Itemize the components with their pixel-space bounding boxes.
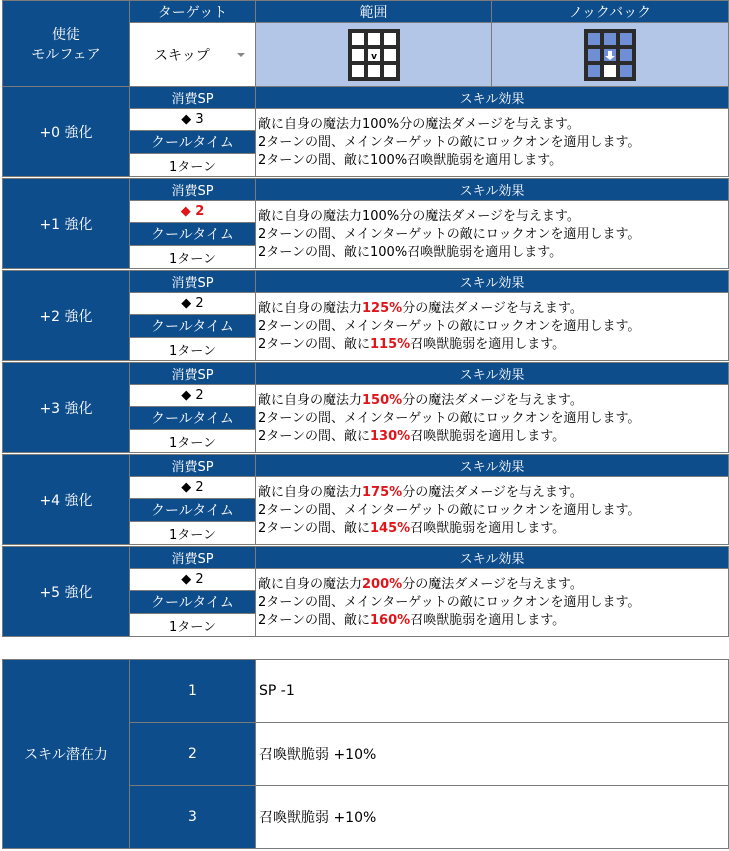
effect-text xyxy=(256,385,729,453)
potential-title: スキル潜在力 xyxy=(3,660,130,849)
effect-line-2: 2ターンの間、メインターゲットの敵にロックオンを適用します。 xyxy=(258,502,641,518)
cooldown-header: クールタイム xyxy=(130,223,256,246)
effect-header: スキル効果 xyxy=(256,363,729,385)
range-grid-icon xyxy=(348,29,400,81)
potential-num-1: 1 xyxy=(130,660,256,723)
sp-header: 消費SP xyxy=(130,455,256,477)
cooldown-value: 1ターン xyxy=(130,338,256,361)
sp-value: ◆ 2 xyxy=(130,293,256,315)
knockback-header: ノックバック xyxy=(492,1,729,23)
effect-text xyxy=(256,201,729,269)
damage-percent: 200% xyxy=(362,576,403,592)
level-table xyxy=(2,546,729,637)
damage-percent: 150% xyxy=(362,392,403,408)
name-line-2: モルフェア xyxy=(31,46,101,63)
effect-line-3: 2ターンの間、敵に160%召喚獣脆弱を適用します。 xyxy=(258,612,566,628)
target-dropdown[interactable] xyxy=(130,23,256,87)
potential-num-3: 3 xyxy=(130,786,256,849)
cooldown-value: 1ターン xyxy=(130,246,256,269)
effect-header: スキル効果 xyxy=(256,547,729,569)
potential-value-1: SP -1 xyxy=(256,660,729,723)
sp-header: 消費SP xyxy=(130,547,256,569)
sp-value: ◆ 2 xyxy=(130,385,256,407)
sp-header: 消費SP xyxy=(130,179,256,201)
sp-value: ◆ 2 xyxy=(130,477,256,499)
range-grid-cell xyxy=(256,23,492,87)
sp-header: 消費SP xyxy=(130,271,256,293)
sp-header: 消費SP xyxy=(130,363,256,385)
sp-value: ◆ 2 xyxy=(130,201,256,223)
effect-text xyxy=(256,109,729,177)
effect-line-1: 敵に自身の魔法力175%分の魔法ダメージを与えます。 xyxy=(258,484,583,500)
level-table xyxy=(2,454,729,545)
effect-header: スキル効果 xyxy=(256,271,729,293)
skill-potential-table xyxy=(2,659,729,849)
effect-line-2: 2ターンの間、メインターゲットの敵にロックオンを適用します。 xyxy=(258,318,641,334)
cooldown-header: クールタイム xyxy=(130,591,256,614)
damage-percent: 175% xyxy=(362,484,403,500)
sp-value: ◆ 3 xyxy=(130,109,256,131)
effect-line-2: 2ターンの間、メインターゲットの敵にロックオンを適用します。 xyxy=(258,226,641,242)
range-mark: v xyxy=(370,51,377,62)
sp-value: ◆ 2 xyxy=(130,569,256,591)
cooldown-value: 1ターン xyxy=(130,522,256,545)
effect-line-1: 敵に自身の魔法力150%分の魔法ダメージを与えます。 xyxy=(258,392,583,408)
effect-line-2: 2ターンの間、メインターゲットの敵にロックオンを適用します。 xyxy=(258,410,641,426)
effect-line-3: 2ターンの間、敵に100%召喚獣脆弱を適用します。 xyxy=(258,152,563,168)
level-label: +2 強化 xyxy=(3,271,130,361)
level-table xyxy=(2,362,729,453)
level-label: +4 強化 xyxy=(3,455,130,545)
effect-line-3: 2ターンの間、敵に145%召喚獣脆弱を適用します。 xyxy=(258,520,566,536)
knockback-grid-icon xyxy=(584,29,636,81)
cooldown-header: クールタイム xyxy=(130,407,256,430)
effect-line-1: 敵に自身の魔法力100%分の魔法ダメージを与えます。 xyxy=(258,208,580,224)
vulnerable-percent: 130% xyxy=(370,428,411,444)
name-line-1: 使徒 xyxy=(52,26,80,43)
effect-line-2: 2ターンの間、メインターゲットの敵にロックオンを適用します。 xyxy=(258,134,641,150)
potential-value-2: 召喚獣脆弱 +10% xyxy=(256,723,729,786)
target-header: ターゲット xyxy=(130,1,256,23)
level-label: +1 強化 xyxy=(3,179,130,269)
vulnerable-percent: 145% xyxy=(370,520,411,536)
cooldown-header: クールタイム xyxy=(130,131,256,154)
effect-line-1: 敵に自身の魔法力100%分の魔法ダメージを与えます。 xyxy=(258,116,580,132)
effect-line-3: 2ターンの間、敵に115%召喚獣脆弱を適用します。 xyxy=(258,336,566,352)
effect-line-2: 2ターンの間、メインターゲットの敵にロックオンを適用します。 xyxy=(258,594,641,610)
level-label: +3 強化 xyxy=(3,363,130,453)
effect-line-3: 2ターンの間、敵に130%召喚獣脆弱を適用します。 xyxy=(258,428,566,444)
level-table xyxy=(2,270,729,361)
vulnerable-percent: 160% xyxy=(370,612,411,628)
character-name xyxy=(3,1,130,87)
sp-header: 消費SP xyxy=(130,87,256,109)
cooldown-header: クールタイム xyxy=(130,499,256,522)
vulnerable-percent: 100% xyxy=(370,244,408,260)
vulnerable-percent: 115% xyxy=(370,336,411,352)
effect-line-1: 敵に自身の魔法力200%分の魔法ダメージを与えます。 xyxy=(258,576,583,592)
effect-header: スキル効果 xyxy=(256,87,729,109)
skill-table xyxy=(2,0,729,87)
vulnerable-percent: 100% xyxy=(370,152,408,168)
effect-text xyxy=(256,477,729,545)
level-label: +0 強化 xyxy=(3,87,130,177)
effect-line-3: 2ターンの間、敵に100%召喚獣脆弱を適用します。 xyxy=(258,244,563,260)
knockback-grid-cell xyxy=(492,23,729,87)
chevron-down-icon[interactable] xyxy=(237,53,245,57)
range-header: 範囲 xyxy=(256,1,492,23)
level-table xyxy=(2,86,729,177)
effect-text xyxy=(256,569,729,637)
effect-text xyxy=(256,293,729,361)
level-table xyxy=(2,178,729,269)
damage-percent: 100% xyxy=(362,116,400,132)
effect-header: スキル効果 xyxy=(256,455,729,477)
effect-header: スキル効果 xyxy=(256,179,729,201)
damage-percent: 100% xyxy=(362,208,400,224)
potential-num-2: 2 xyxy=(130,723,256,786)
damage-percent: 125% xyxy=(362,300,403,316)
cooldown-value: 1ターン xyxy=(130,430,256,453)
level-label: +5 強化 xyxy=(3,547,130,637)
cooldown-value: 1ターン xyxy=(130,154,256,177)
potential-value-3: 召喚獣脆弱 +10% xyxy=(256,786,729,849)
cooldown-header: クールタイム xyxy=(130,315,256,338)
effect-line-1: 敵に自身の魔法力125%分の魔法ダメージを与えます。 xyxy=(258,300,583,316)
target-value: スキップ xyxy=(154,47,210,64)
cooldown-value: 1ターン xyxy=(130,614,256,637)
